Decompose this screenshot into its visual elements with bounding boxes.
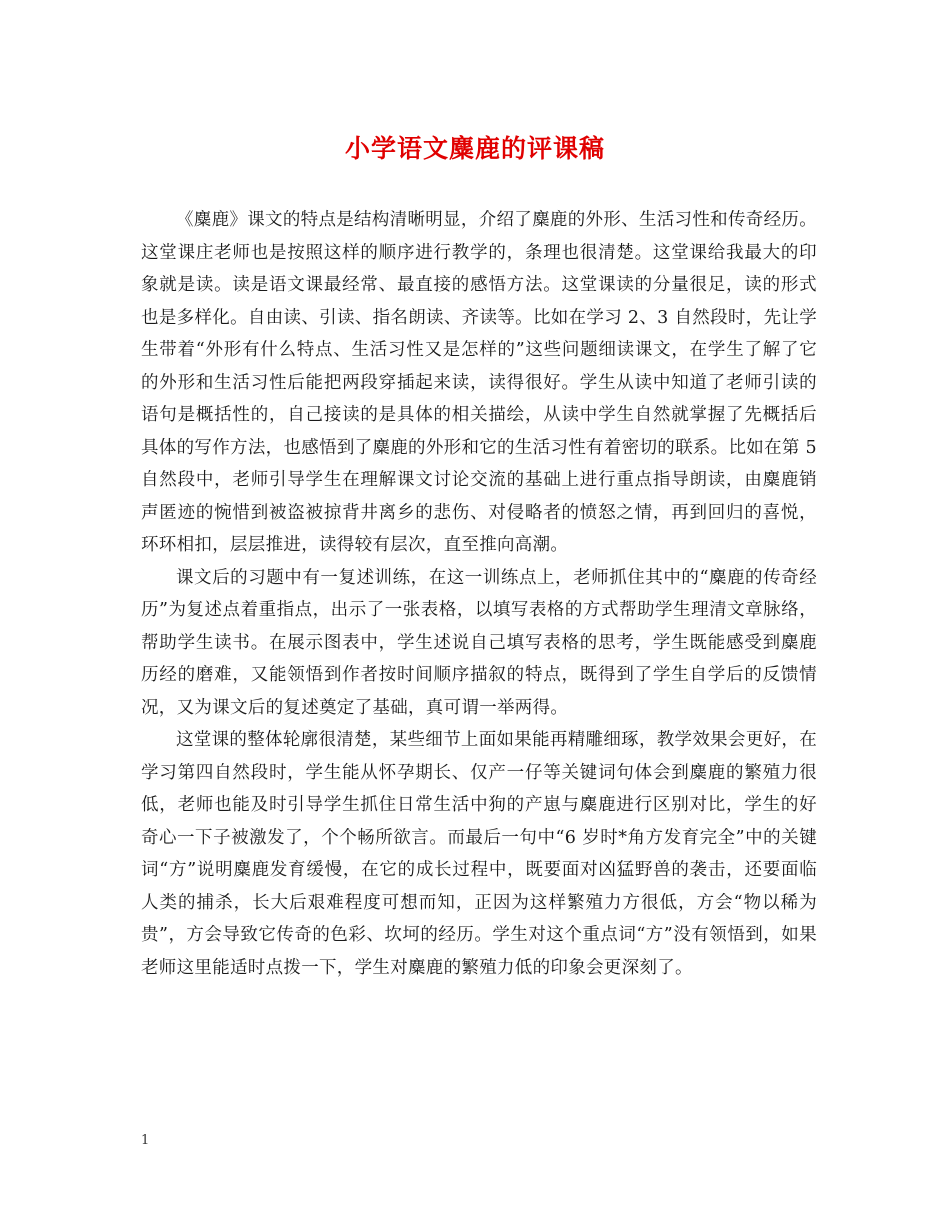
document-title: 小学语文麋鹿的评课稿 — [344, 134, 605, 163]
paragraph-3: 这堂课的整体轮廓很清楚，某些细节上面如果能再精雕细琢，教学效果会更好，在学习第四自然段时，学生能从怀孕期长、仅产一仔等关键词句体会到麋鹿的繁殖力很低，老师也能及时引导学生抓住日常生活中狗的产崽与麋鹿进行区别对比，学生的好奇心一下子被激发了，个个畅所欲言。而最后一句中“6 岁时*角方发育完全”中的关键词“方”说明麋鹿发育缓慢，在它的成长过程中，既要面对凶猛野兽的袭击，还要面临人类的捕杀，长大后艰难程度可想而知，正因为这样繁殖力方很低，方会“物以稀为贵”，方会导致它传奇的色彩、坎坷的经历。学生对这个重点词“方”没有领悟到，如果老师这里能适时点拨一下，学生对麋鹿的繁殖力低的印象会更深刻了。 — [141, 730, 817, 978]
paragraph-1: 《麋鹿》课文的特点是结构清晰明显，介绍了麋鹿的外形、生活习性和传奇经历。这堂课庄老师也是按照这样的顺序进行教学的，条理也很清楚。这堂课给我最大的印象就是读。读是语文课最经常、最直接的感悟方法。这堂课读的分量很足，读的形式也是多样化。自由读、引读、指名朗读、齐读等。比如在学习 2、3 自然段时，先让学生带着“外形有什么特点、生活习性又是怎样的”这些问题细读课文，在学生了解了它的外形和生活习性后能把两段穿插起来读，读得很好。学生从读中知道了老师引读的语句是概括性的，自己接读的是具体的相关描绘，从读中学生自然就掌握了先概括后具体的写作方法，也感悟到了麋鹿的外形和它的生活习性有着密切的联系。比如在第 5 自然段中，老师引导学生在理解课文讨论交流的基础上进行重点指导朗读，由麋鹿销声匿迹的惋惜到被盗被掠背井离乡的悲伤、对侵略者的愤怒之情，再到回归的喜悦，环环相扣，层层推进，读得较有层次，直至推向高潮。 — [141, 210, 817, 555]
paragraph-2: 课文后的习题中有一复述训练，在这一训练点上，老师抓住其中的“麋鹿的传奇经历”为复述点着重指点，出示了一张表格，以填写表格的方式帮助学生理清文章脉络，帮助学生读书。在展示图表中，学生述说自己填写表格的思考，学生既能感受到麋鹿历经的磨难，又能领悟到作者按时间顺序描叙的特点，既得到了学生自学后的反馈情况，又为课文后的复述奠定了基础，真可谓一举两得。 — [141, 567, 817, 718]
document-body — [141, 204, 817, 984]
page-number: 1 — [141, 1133, 150, 1148]
